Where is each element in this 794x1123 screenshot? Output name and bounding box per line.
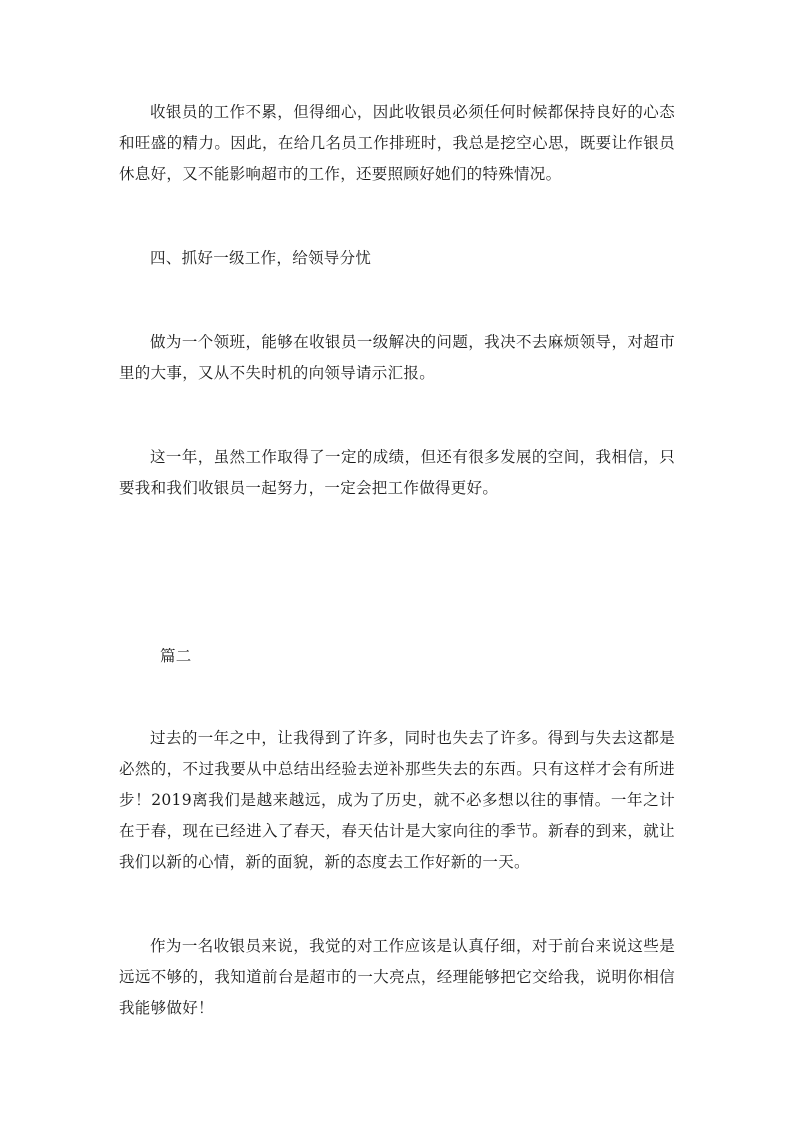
- section-title-part-two: 篇二: [160, 647, 192, 665]
- paragraph-team-lead: 做为一个领班，能够在收银员一级解决的问题，我决不去麻烦领导，对超市里的大事，又从不失时机的向领导请示汇报。: [119, 333, 675, 382]
- section-heading-four: 四、抓好一级工作，给领导分忧: [150, 249, 372, 267]
- paragraph-past-year: 过去的一年之中，让我得到了许多，同时也失去了许多。得到与失去这都是必然的，不过我要从中总结出经验去逆补那些失去的东西。只有这样才会有所进步！2019离我们是越来越远，成为了历史，就不必多想以往的事情。一年之计在于春，现在已经进入了春天，春天估计是大家向往的季节。新春的到来，就让我们以新的心情，新的面貌，新的态度去工作好新的一天。: [119, 729, 675, 871]
- paragraph-front-desk: 作为一名收银员来说，我觉的对工作应该是认真仔细，对于前台来说这些是远远不够的，我知道前台是超市的一大亮点，经理能够把它交给我，说明你相信我能够做好！: [119, 937, 675, 1017]
- paragraph-year-summary: 这一年，虽然工作取得了一定的成绩，但还有很多发展的空间，我相信，只要我和我们收银员一起努力，一定会把工作做得更好。: [119, 448, 675, 497]
- paragraph-cashier-work: 收银员的工作不累，但得细心，因此收银员必须任何时候都保持良好的心态和旺盛的精力。因此，在给几名员工作排班时，我总是挖空心思，既要让作银员休息好，又不能影响超市的工作，还要照顾好她们的特殊情况。: [119, 103, 675, 183]
